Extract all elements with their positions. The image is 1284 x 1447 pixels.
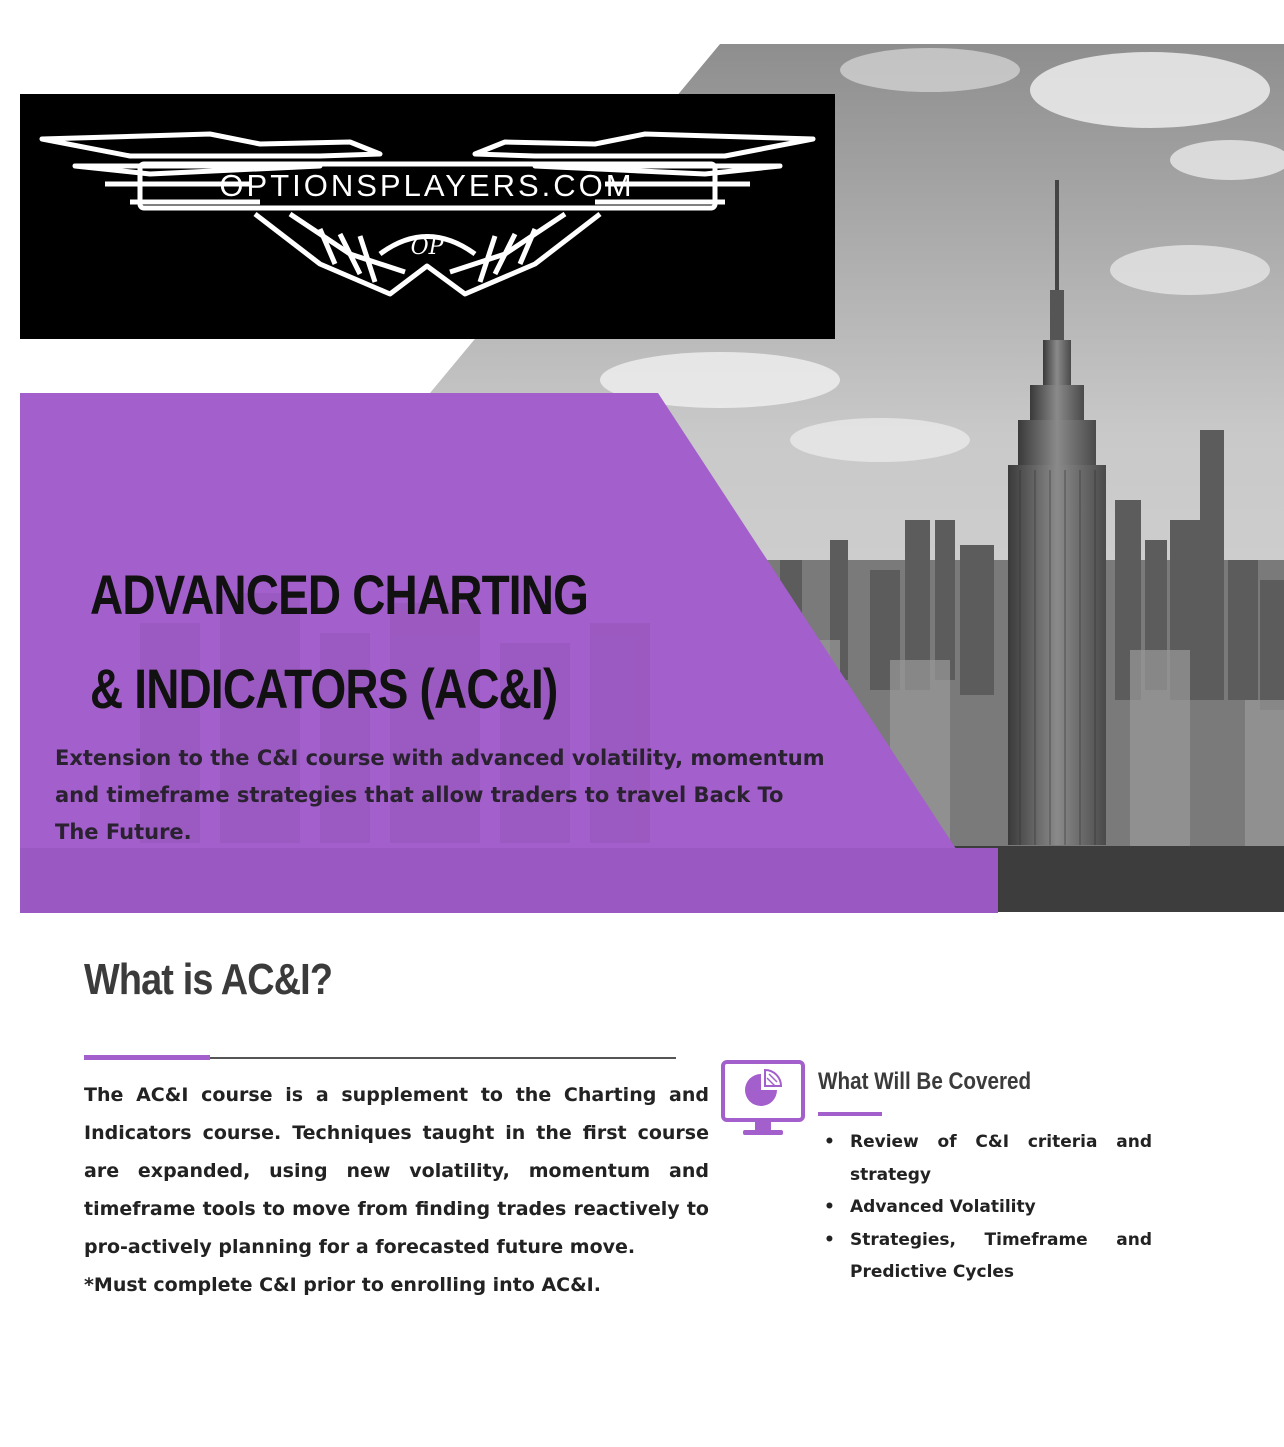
monitor-pie-chart-icon — [721, 1060, 805, 1138]
about-body — [84, 1076, 709, 1304]
prerequisite-note: *Must complete C&I prior to enrolling into AC&I. — [84, 1274, 601, 1296]
logo-wordmark: OPTIONSPLAYERS.COM — [219, 168, 635, 203]
title-line-2: & INDICATORS (AC&I) — [90, 657, 558, 720]
logo-block — [20, 94, 835, 339]
title-line-1: ADVANCED CHARTING — [90, 563, 588, 626]
list-item: • Advanced Volatility — [822, 1191, 1152, 1224]
list-item: • Review of C&I criteria and strategy — [822, 1126, 1152, 1191]
winged-logo-icon — [20, 94, 835, 339]
section-heading: What is AC&I? — [84, 955, 333, 1004]
about-description: The AC&I course is a supplement to the Charting and Indicators course. Techniques taught in the first course are expanded, using new volatility, momentum and timeframe tools to move from finding trades reactively to pro-actively planning for a forecasted future move. — [84, 1084, 709, 1258]
section-divider-accent — [84, 1055, 210, 1060]
banner-subtitle: Extension to the C&I course with advanced volatility, momentum and timeframe strategies that allow traders to travel Back To The Future. — [55, 746, 825, 844]
page-title — [90, 548, 664, 736]
covered-heading: What Will Be Covered — [818, 1068, 1032, 1095]
covered-list — [822, 1126, 1152, 1289]
list-item: • Strategies, Timeframe and Predictive Cycles — [822, 1224, 1152, 1289]
logo-monogram: OP — [410, 235, 444, 260]
covered-divider — [818, 1112, 882, 1116]
